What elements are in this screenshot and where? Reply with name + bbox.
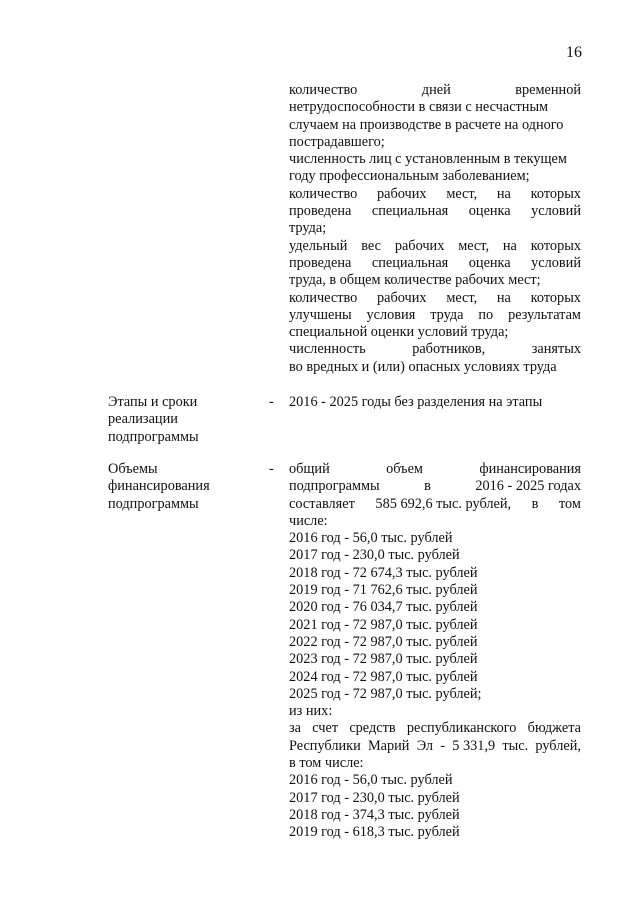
funding-value bbox=[289, 461, 581, 842]
word: за bbox=[289, 720, 301, 737]
word: том bbox=[559, 495, 581, 512]
word: рабочих bbox=[394, 237, 445, 254]
word: количество bbox=[289, 82, 358, 98]
indicators-list bbox=[289, 82, 581, 376]
funding-line bbox=[289, 720, 581, 737]
indicator-line bbox=[289, 238, 581, 255]
word: проведена bbox=[289, 203, 352, 220]
funding-year-line: 2018 год - 72 674,3 тыс. рублей bbox=[289, 564, 478, 581]
word: в bbox=[531, 495, 539, 512]
indicator-line: пострадавшего; bbox=[289, 133, 385, 150]
word: объем bbox=[386, 461, 423, 477]
word: которых bbox=[530, 289, 581, 306]
funding-line bbox=[289, 478, 581, 495]
word: общий bbox=[289, 461, 330, 477]
word: счет bbox=[312, 720, 339, 737]
indicator-line: специальной оценки условий труда; bbox=[289, 324, 509, 341]
indicator-line: во вредных и (или) опасных условиях труда bbox=[289, 358, 557, 375]
word: мест, bbox=[446, 289, 478, 306]
indicator-line bbox=[289, 290, 581, 307]
indicator-line bbox=[289, 255, 581, 272]
word: бюджета bbox=[527, 720, 581, 737]
funding-year-line: 2020 год - 76 034,7 тыс. рублей bbox=[289, 599, 478, 616]
funding-year-line: 2024 год - 72 987,0 тыс. рублей bbox=[289, 668, 478, 685]
indicator-line bbox=[289, 341, 581, 358]
word: которых bbox=[530, 185, 581, 202]
word: по bbox=[478, 306, 494, 323]
funding-line bbox=[289, 738, 581, 755]
word: 5 331,9 bbox=[452, 737, 496, 754]
word: условий bbox=[531, 254, 581, 271]
funding-year-line: 2025 год - 72 987,0 тыс. рублей; bbox=[289, 685, 482, 702]
indicator-line bbox=[289, 186, 581, 203]
indicator-line bbox=[289, 82, 581, 99]
indicator-line bbox=[289, 307, 581, 324]
word: подпрограммы bbox=[289, 478, 380, 495]
word: рублей, bbox=[535, 737, 581, 754]
word: занятых bbox=[531, 341, 581, 358]
word: улучшены bbox=[289, 306, 352, 323]
word: в bbox=[424, 478, 431, 495]
word: условий bbox=[531, 203, 581, 220]
word: которых bbox=[530, 237, 581, 254]
word: составляет bbox=[289, 495, 355, 512]
funding-year-line: 2016 год - 56,0 тыс. рублей bbox=[289, 530, 453, 547]
indicator-line: труда; bbox=[289, 220, 327, 237]
word: 2016 - 2025 годах bbox=[475, 478, 581, 495]
funding-year-line: 2021 год - 72 987,0 тыс. рублей bbox=[289, 616, 478, 633]
word: количество bbox=[289, 289, 358, 306]
word: специальная bbox=[371, 254, 449, 271]
word: оценка bbox=[468, 203, 511, 220]
word: рабочих bbox=[377, 289, 427, 306]
funding-line: в том числе: bbox=[289, 755, 364, 772]
word: удельный bbox=[289, 237, 348, 254]
funding-line: из них: bbox=[289, 703, 333, 720]
funding-year-line: 2018 год - 374,3 тыс. рублей bbox=[289, 806, 460, 823]
funding-line bbox=[289, 461, 581, 478]
funding-year-line: 2019 год - 618,3 тыс. рублей bbox=[289, 824, 460, 841]
funding-label-line: финансирования bbox=[108, 478, 210, 495]
word: рабочих bbox=[377, 185, 427, 202]
indicator-line: труда, в общем количестве рабочих мест; bbox=[289, 272, 541, 289]
indicator-line: случаем на производстве в расчете на одного bbox=[289, 116, 564, 133]
word: количество bbox=[289, 185, 358, 202]
indicator-line: численность лиц с установленным в текущем bbox=[289, 151, 567, 168]
word: условия bbox=[366, 306, 416, 323]
word: Марий bbox=[367, 737, 410, 754]
word: временной bbox=[515, 82, 581, 98]
word: тыс. bbox=[502, 737, 529, 754]
word: финансирования bbox=[479, 461, 581, 477]
word: численность bbox=[289, 341, 366, 358]
indicator-line: нетрудоспособности в связи с несчастным bbox=[289, 99, 549, 116]
funding-line bbox=[289, 496, 581, 513]
word: Республики bbox=[289, 737, 361, 754]
funding-label-line: Объемы bbox=[108, 461, 158, 477]
stages-label-line: Этапы и сроки bbox=[108, 394, 198, 410]
word: 585 692,6 тыс. рублей, bbox=[375, 495, 512, 512]
word: средств bbox=[349, 720, 396, 737]
funding-label-line: подпрограммы bbox=[108, 495, 199, 512]
funding-year-line: 2017 год - 230,0 тыс. рублей bbox=[289, 547, 460, 564]
stages-label-line: реализации bbox=[108, 411, 178, 428]
word: специальная bbox=[371, 203, 449, 220]
word: мест, bbox=[458, 237, 490, 254]
word: мест, bbox=[446, 185, 478, 202]
word: республиканского bbox=[406, 720, 517, 737]
funding-year-line: 2019 год - 71 762,6 тыс. рублей bbox=[289, 582, 478, 599]
word: - bbox=[440, 737, 446, 754]
page-number: 16 bbox=[566, 44, 582, 61]
stages-value bbox=[289, 394, 581, 411]
funding-label bbox=[108, 461, 238, 513]
stages-label bbox=[108, 394, 238, 446]
funding-dash: - bbox=[269, 461, 274, 477]
word: труда bbox=[430, 306, 464, 323]
word: Эл bbox=[416, 737, 434, 754]
indicator-line bbox=[289, 203, 581, 220]
word: результатам bbox=[508, 306, 581, 323]
funding-year-line: 2023 год - 72 987,0 тыс. рублей bbox=[289, 651, 478, 668]
word: проведена bbox=[289, 254, 352, 271]
word: на bbox=[502, 237, 517, 254]
funding-line: числе: bbox=[289, 512, 328, 529]
word: на bbox=[496, 185, 511, 202]
word: на bbox=[496, 289, 511, 306]
stages-value-line: 2016 - 2025 годы без разделения на этапы bbox=[289, 394, 543, 410]
funding-year-line: 2016 год - 56,0 тыс. рублей bbox=[289, 772, 453, 789]
indicator-line: году профессиональным заболеванием; bbox=[289, 168, 530, 185]
word: работников, bbox=[412, 341, 486, 358]
word: дней bbox=[421, 82, 451, 98]
word: оценка bbox=[468, 254, 511, 271]
stages-dash: - bbox=[269, 394, 274, 410]
funding-year-line: 2017 год - 230,0 тыс. рублей bbox=[289, 789, 460, 806]
stages-label-line: подпрограммы bbox=[108, 428, 199, 445]
funding-year-line: 2022 год - 72 987,0 тыс. рублей bbox=[289, 633, 478, 650]
word: вес bbox=[361, 237, 381, 254]
